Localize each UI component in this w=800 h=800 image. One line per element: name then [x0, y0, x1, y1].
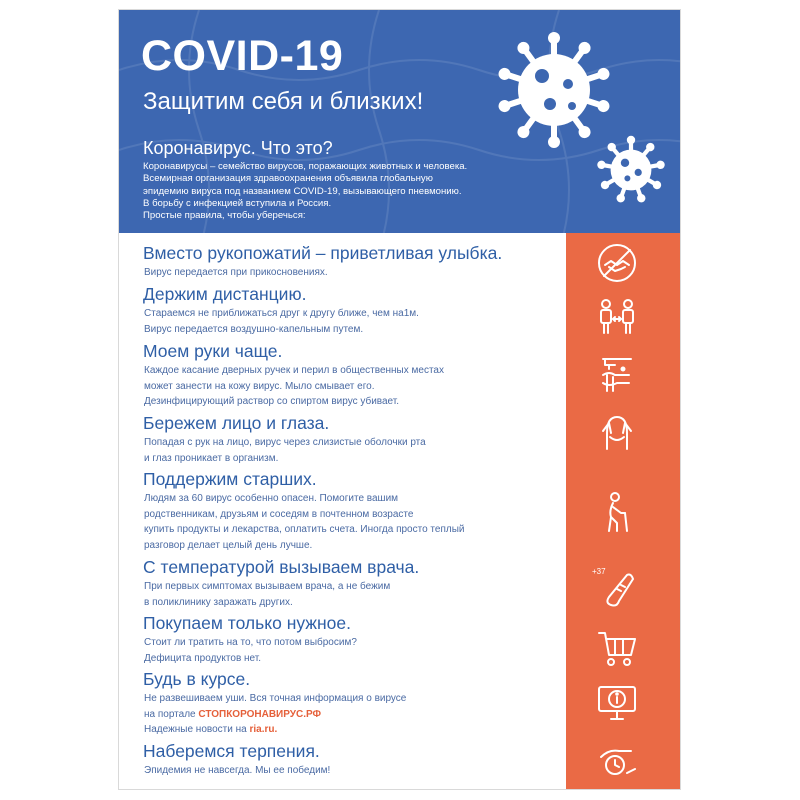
- portal-link[interactable]: СТОПКОРОНАВИРУС.РФ: [198, 708, 322, 720]
- rule-item: [143, 284, 563, 337]
- rule-description: [143, 579, 563, 610]
- rule-description: [143, 491, 563, 553]
- intro-line: эпидемию вируса под названием COVID-19, вызывающего пневмонию.: [143, 185, 462, 197]
- no-handshake-icon: [595, 241, 639, 285]
- rule-line: Каждое касание дверных ручек и перил в общественных местах: [144, 365, 444, 376]
- poster: [118, 9, 681, 790]
- rule-line: купить продукты и лекарства, оплатить счета. Иногда просто теплый: [144, 524, 465, 535]
- intro-text: [143, 161, 583, 222]
- rule-line: [144, 722, 563, 738]
- rule-description: [143, 265, 563, 281]
- rule-title: Вместо рукопожатий – приветливая улыбка.: [143, 243, 503, 263]
- header-panel: [119, 10, 681, 233]
- elderly-person-icon: [595, 491, 639, 535]
- section-title: Коронавирус. Что это?: [143, 138, 333, 158]
- rule-line: Стоит ли тратить на то, что потом выбросим?: [144, 637, 357, 648]
- rule-description: [143, 763, 563, 779]
- rule-line: Эпидемия не навсегда. Мы ее победим!: [144, 765, 331, 776]
- rule-title: Покупаем только нужное.: [143, 613, 352, 633]
- rule-line: разговор делает целый день лучше.: [144, 539, 313, 551]
- intro-line: Простые правила, чтобы уберечься:: [143, 210, 306, 222]
- page-subtitle: Защитим себя и близких!: [143, 88, 424, 115]
- rule-item: [143, 669, 563, 738]
- intro-line: В борьбу с инфекцией вступила и Россия.: [143, 197, 332, 209]
- rule-line: Стараемся не приближаться друг к другу ближе, чем на1м.: [144, 308, 419, 319]
- rule-line: Людям за 60 вирус особенно опасен. Помогите вашим: [144, 493, 399, 504]
- rule-line: может занести на кожу вирус. Мыло смывает его.: [144, 380, 375, 392]
- rule-description: [143, 363, 563, 410]
- rule-line: родственникам, друзьям и соседям в почтенном возрасте: [144, 508, 414, 520]
- rule-title: С температурой вызываем врача.: [143, 557, 420, 577]
- virus-icon: [595, 134, 667, 206]
- rule-title: Будь в курсе.: [143, 669, 251, 689]
- thermometer-label: +37: [592, 567, 606, 576]
- news-prefix: Надежные новости на: [144, 724, 250, 735]
- rule-line: [144, 707, 563, 723]
- rule-line: и глаз проникает в организм.: [144, 452, 279, 464]
- rule-line: Дефицита продуктов нет.: [144, 652, 262, 664]
- intro-line: Коронавирусы – семейство вирусов, поражающих животных и человека.: [143, 161, 468, 172]
- rule-item: [143, 243, 563, 281]
- rule-line: При первых симптомах вызываем врача, а не бежим: [144, 581, 391, 592]
- rule-line: Вирус передается при прикосновениях.: [144, 267, 328, 278]
- distance-icon: [595, 295, 639, 339]
- patience-clock-icon: [595, 739, 639, 783]
- rule-item: [143, 557, 563, 610]
- rule-title: Держим дистанцию.: [143, 284, 307, 304]
- news-link[interactable]: ria.ru.: [249, 724, 278, 735]
- rule-title: Наберемся терпения.: [143, 741, 320, 761]
- rule-item: [143, 341, 563, 410]
- rule-item: [143, 613, 563, 666]
- portal-prefix: на портале: [144, 708, 199, 720]
- virus-icon: [494, 30, 614, 150]
- rule-description: [143, 435, 563, 466]
- rule-item: [143, 741, 563, 779]
- rule-line: Попадая с рук на лицо, вирус через слизистые оболочки рта: [144, 437, 426, 448]
- rule-line: Дезинфицирующий раствор со спиртом вирус убивает.: [144, 396, 400, 407]
- page-title: COVID-19: [141, 32, 344, 80]
- rule-item: [143, 413, 563, 466]
- rule-line: в поликлинику заражать других.: [144, 596, 293, 608]
- thermometer-icon: [592, 567, 639, 611]
- rule-title: Бережем лицо и глаза.: [143, 413, 330, 433]
- rule-description: [143, 306, 563, 337]
- shopping-cart-icon: [595, 625, 639, 669]
- rule-description: [143, 635, 563, 666]
- rule-title: Моем руки чаще.: [143, 341, 283, 361]
- rule-description: [143, 691, 563, 738]
- face-touch-icon: [595, 409, 639, 453]
- intro-line: Всемирная организация здравоохранения объявила глобальную: [143, 173, 433, 185]
- icon-sidebar: [566, 233, 681, 790]
- rule-item: [143, 469, 563, 553]
- rule-line: Не развешиваем уши. Вся точная информация о вирусе: [144, 693, 407, 704]
- information-monitor-icon: [595, 681, 639, 725]
- rule-line: Вирус передается воздушно-капельным путем.: [144, 323, 364, 335]
- hand-washing-icon: [595, 353, 639, 397]
- rule-title: Поддержим старших.: [143, 469, 317, 489]
